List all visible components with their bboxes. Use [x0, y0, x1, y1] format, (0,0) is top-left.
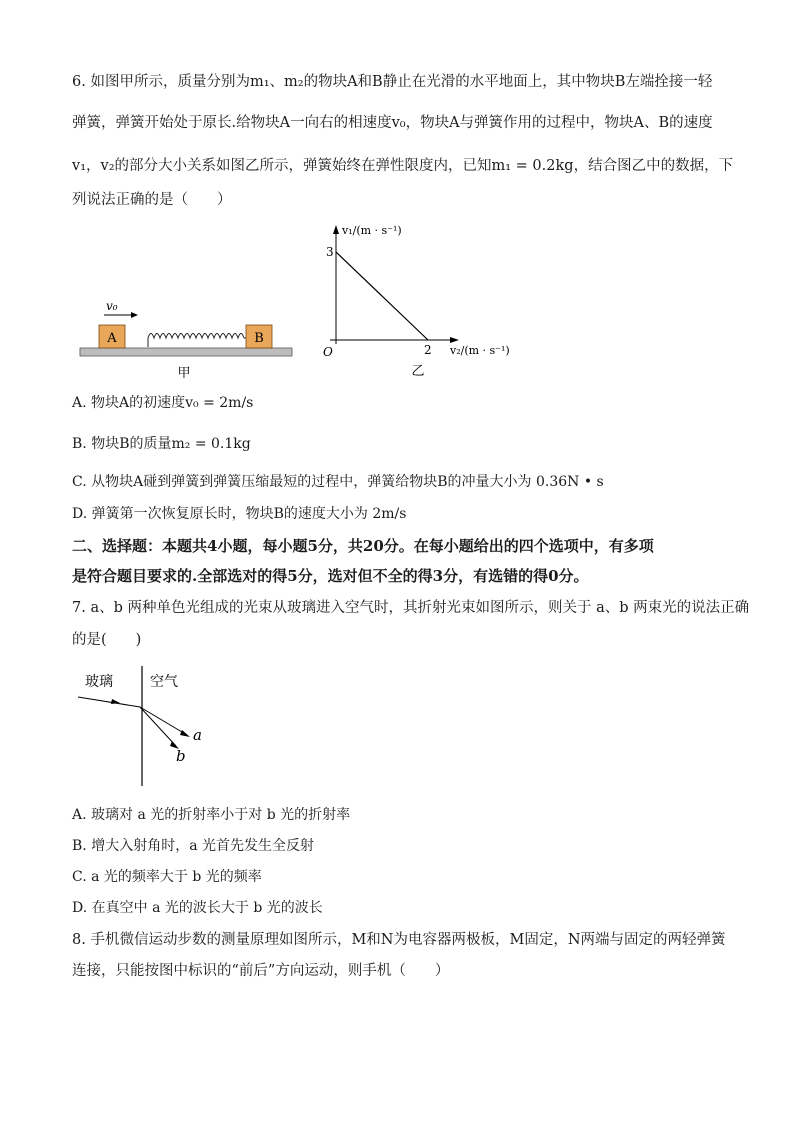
q8-line-1: 8. 手机微信运动步数的测量原理如图所示，M和N为电容器两极板，M固定，N两端与固定的两轻弹簧	[72, 932, 726, 948]
caption-yi: 乙	[411, 364, 425, 378]
block-a-label: A	[107, 331, 117, 346]
figure-yi	[316, 218, 516, 378]
ray-a-arrow-icon	[180, 730, 190, 737]
q6-option-b: B. 物块B的质量m₂ = 0.1kg	[72, 436, 251, 452]
incident-ray	[78, 697, 140, 707]
ray-b-label: b	[176, 747, 186, 765]
q6-option-c: C. 从物块A碰到弹簧到弹簧压缩最短的过程中，弹簧给物块B的冲量大小为 0.36N • s	[72, 474, 604, 490]
q6-option-a: A. 物块A的初速度v₀ = 2m/s	[72, 395, 254, 411]
section2-heading-line-1: 二、选择题：本题共4小题，每小题5分，共20分。在每小题给出的四个选项中，有多项	[72, 537, 654, 555]
q6-line-4: 列说法正确的是（ ）	[72, 192, 232, 208]
ground-plate	[80, 348, 292, 356]
q7-option-c: C. a 光的频率大于 b 光的频率	[72, 869, 262, 885]
air-label: 空气	[150, 674, 178, 690]
q7-option-d: D. 在真空中 a 光的波长大于 b 光的波长	[72, 900, 323, 916]
figure-refraction	[72, 662, 222, 790]
q8-line-2: 连接，只能按图中标识的“前后”方向运动，则手机（ ）	[72, 963, 450, 979]
q6-line-1: 6. 如图甲所示，质量分别为m₁、m₂的物块A和B静止在光滑的水平地面上，其中物块B左端拴接一轻	[72, 74, 713, 90]
ray-a	[140, 707, 187, 735]
v0-arrow-head-icon	[131, 312, 138, 318]
q7-option-a: A. 玻璃对 a 光的折射率小于对 b 光的折射率	[72, 807, 351, 823]
caption-jia: 甲	[177, 366, 191, 381]
v1-v2-line	[336, 252, 428, 340]
block-b-label: B	[254, 331, 264, 346]
x-tick-2: 2	[424, 343, 432, 357]
x-axis-arrow-icon	[450, 337, 459, 343]
ray-b	[140, 707, 176, 746]
section2-heading-line-2: 是符合题目要求的.全部选对的得5分，选对但不全的得3分，有选错的得0分。	[72, 567, 589, 585]
ray-a-label: a	[193, 726, 202, 744]
spring-icon	[148, 334, 244, 339]
figure-jia	[76, 292, 296, 382]
glass-label: 玻璃	[85, 674, 113, 690]
y-tick-3: 3	[326, 245, 334, 259]
q7-line-1: 7. a、b 两种单色光组成的光束从玻璃进入空气时，其折射光束如图所示，则关于 a、b 两束光的说法正确	[72, 600, 750, 616]
y-axis-arrow-icon	[333, 225, 339, 234]
y-axis-label: v₁/(m · s⁻¹)	[342, 224, 402, 237]
q6-line-3: v₁，v₂的部分大小关系如图乙所示，弹簧始终在弹性限度内，已知m₁ = 0.2kg，结合图乙中的数据，下	[72, 158, 734, 174]
v0-label: v₀	[106, 299, 118, 313]
origin-label: O	[323, 345, 333, 359]
q6-line-2: 弹簧，弹簧开始处于原长.给物块A一向右的相速度v₀，物块A与弹簧作用的过程中，物块A、B的速度	[72, 115, 713, 131]
q7-line-2: 的是( )	[72, 632, 142, 648]
x-axis-label: v₂/(m · s⁻¹)	[450, 344, 510, 357]
q6-option-d: D. 弹簧第一次恢复原长时，物块B的速度大小为 2m/s	[72, 506, 407, 522]
q7-option-b: B. 增大入射角时，a 光首先发生全反射	[72, 838, 314, 854]
